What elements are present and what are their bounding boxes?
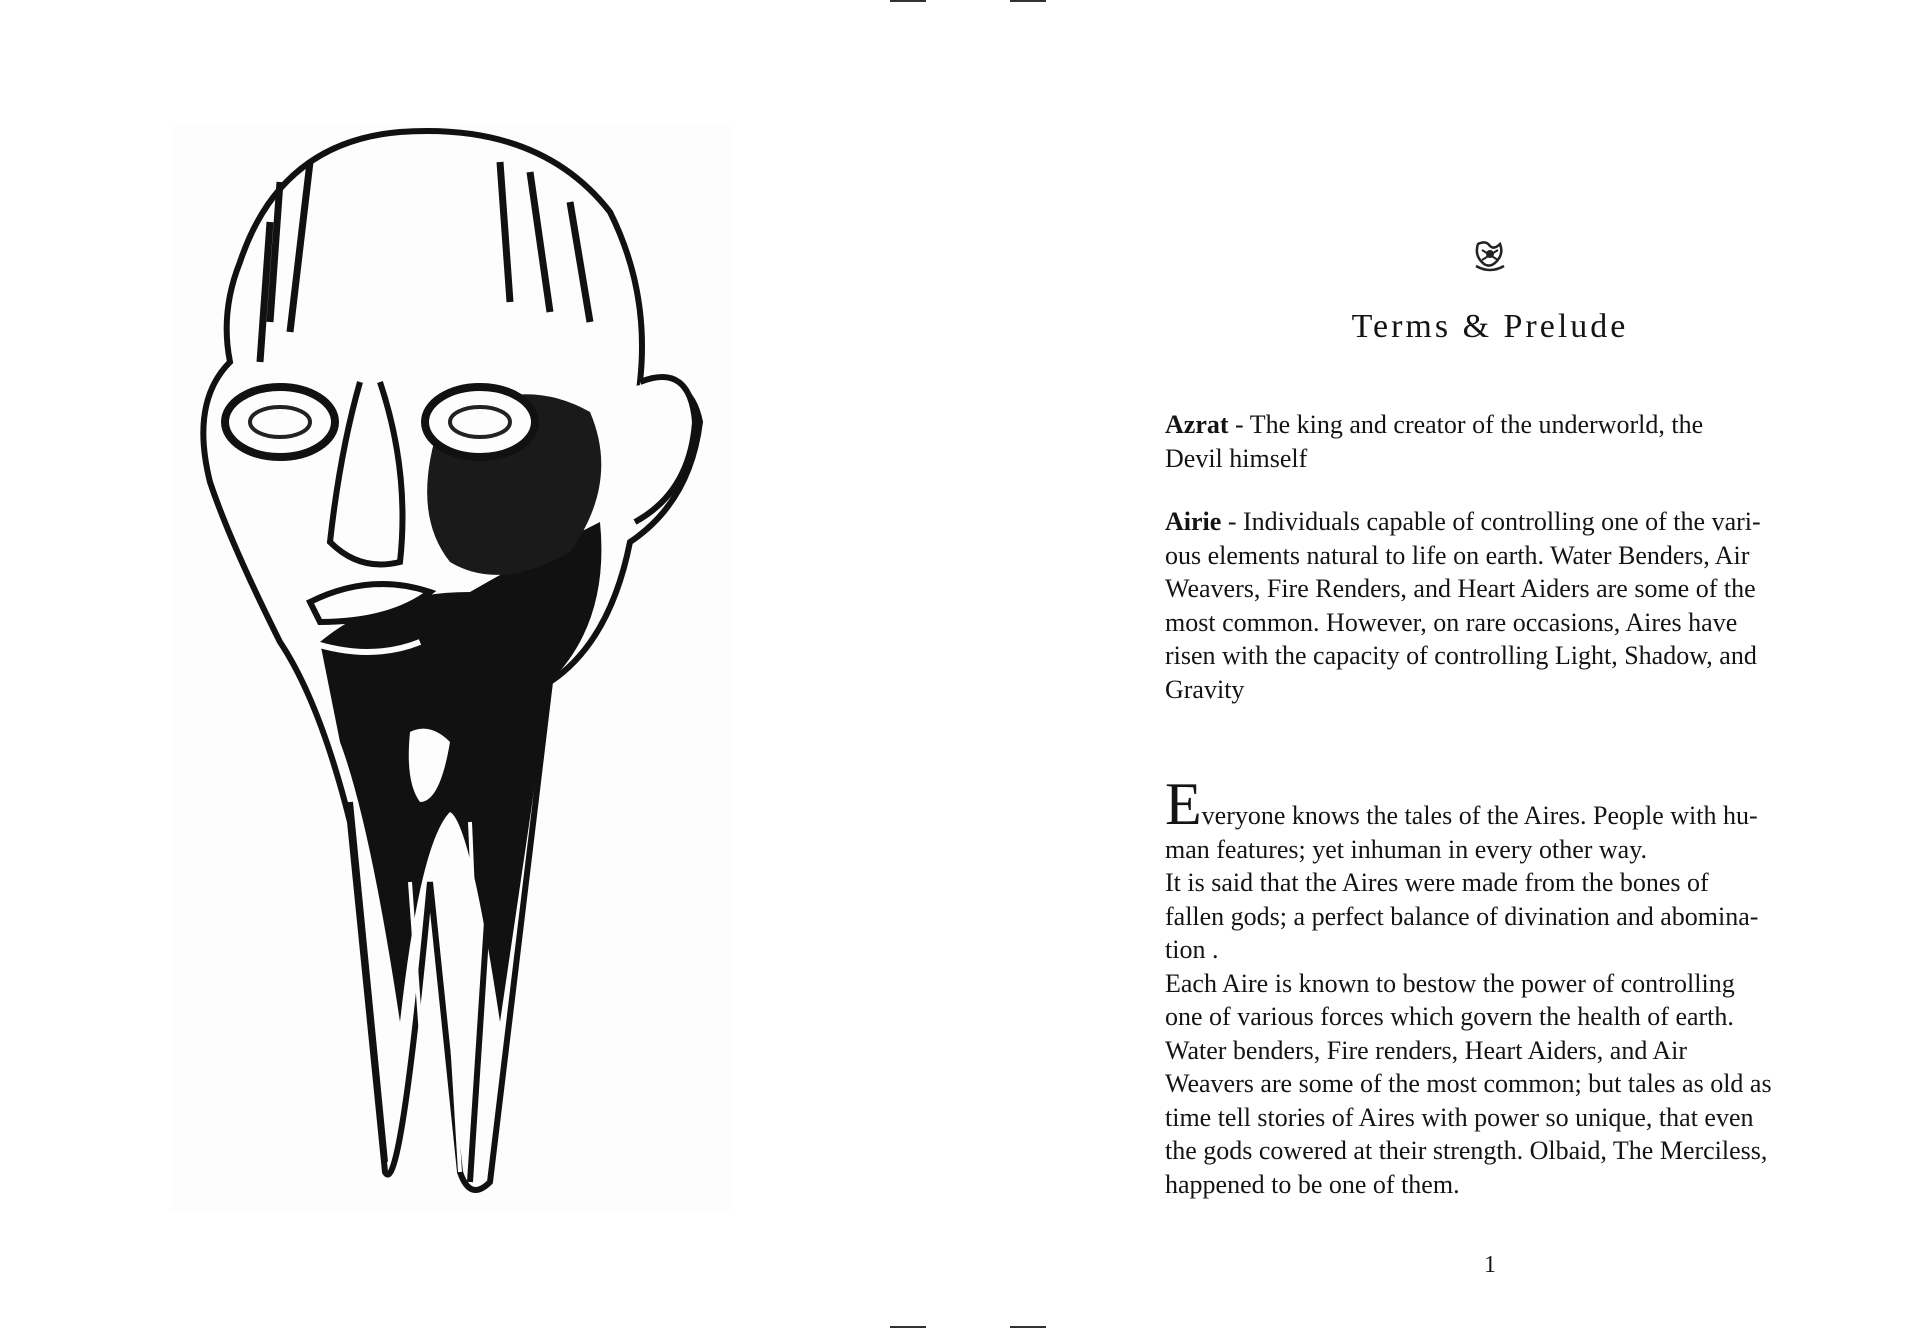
glossary [1165,408,1835,736]
glossary-entry-airie [1165,505,1835,706]
page-title: Terms & Prelude [1351,308,1629,345]
fleuron-icon [1470,236,1510,274]
page-number: 1 [1484,1252,1496,1278]
glossary-definition: The king and creator of the underworld, the Devil himself [1165,410,1704,473]
glossary-separator: - [1228,410,1250,439]
prelude-text: veryone knows the tales of the Aires. People with hu- man features; yet inhuman in every other way. It is said that the Aires were made from the bones of fallen gods; a perfect balance of divination and abomina- tion . Each Aire is known to bestow the power of controlling one of various forces which govern the health of earth. Water benders, Fire renders, Heart Aiders, and Air Weavers are some of the most common; but tales as old as time tell stories of Aires with power so unique, that even the gods cowered at their strength. Olbaid, The Merciless, happened to be one of them. [1165,801,1772,1199]
head-drawing-icon [170,122,730,1212]
right-page [960,0,1920,1328]
glossary-entry-azrat [1165,408,1835,475]
glossary-term: Azrat [1165,410,1229,439]
prelude-paragraph [1165,771,1845,1201]
glossary-definition: Individuals capable of controlling one of the vari- ous elements natural to life on earth. Water Benders, Air Weavers, Fire Renders, and Heart Aiders are some of the most common. However, on rare occasions, Aires have risen with the capacity of controlling Light, Shadow, and Gravity [1165,507,1761,704]
drop-cap: E [1165,771,1202,837]
glossary-separator: - [1221,507,1243,536]
anatomical-head-illustration [170,122,730,1212]
glossary-term: Airie [1165,507,1222,536]
